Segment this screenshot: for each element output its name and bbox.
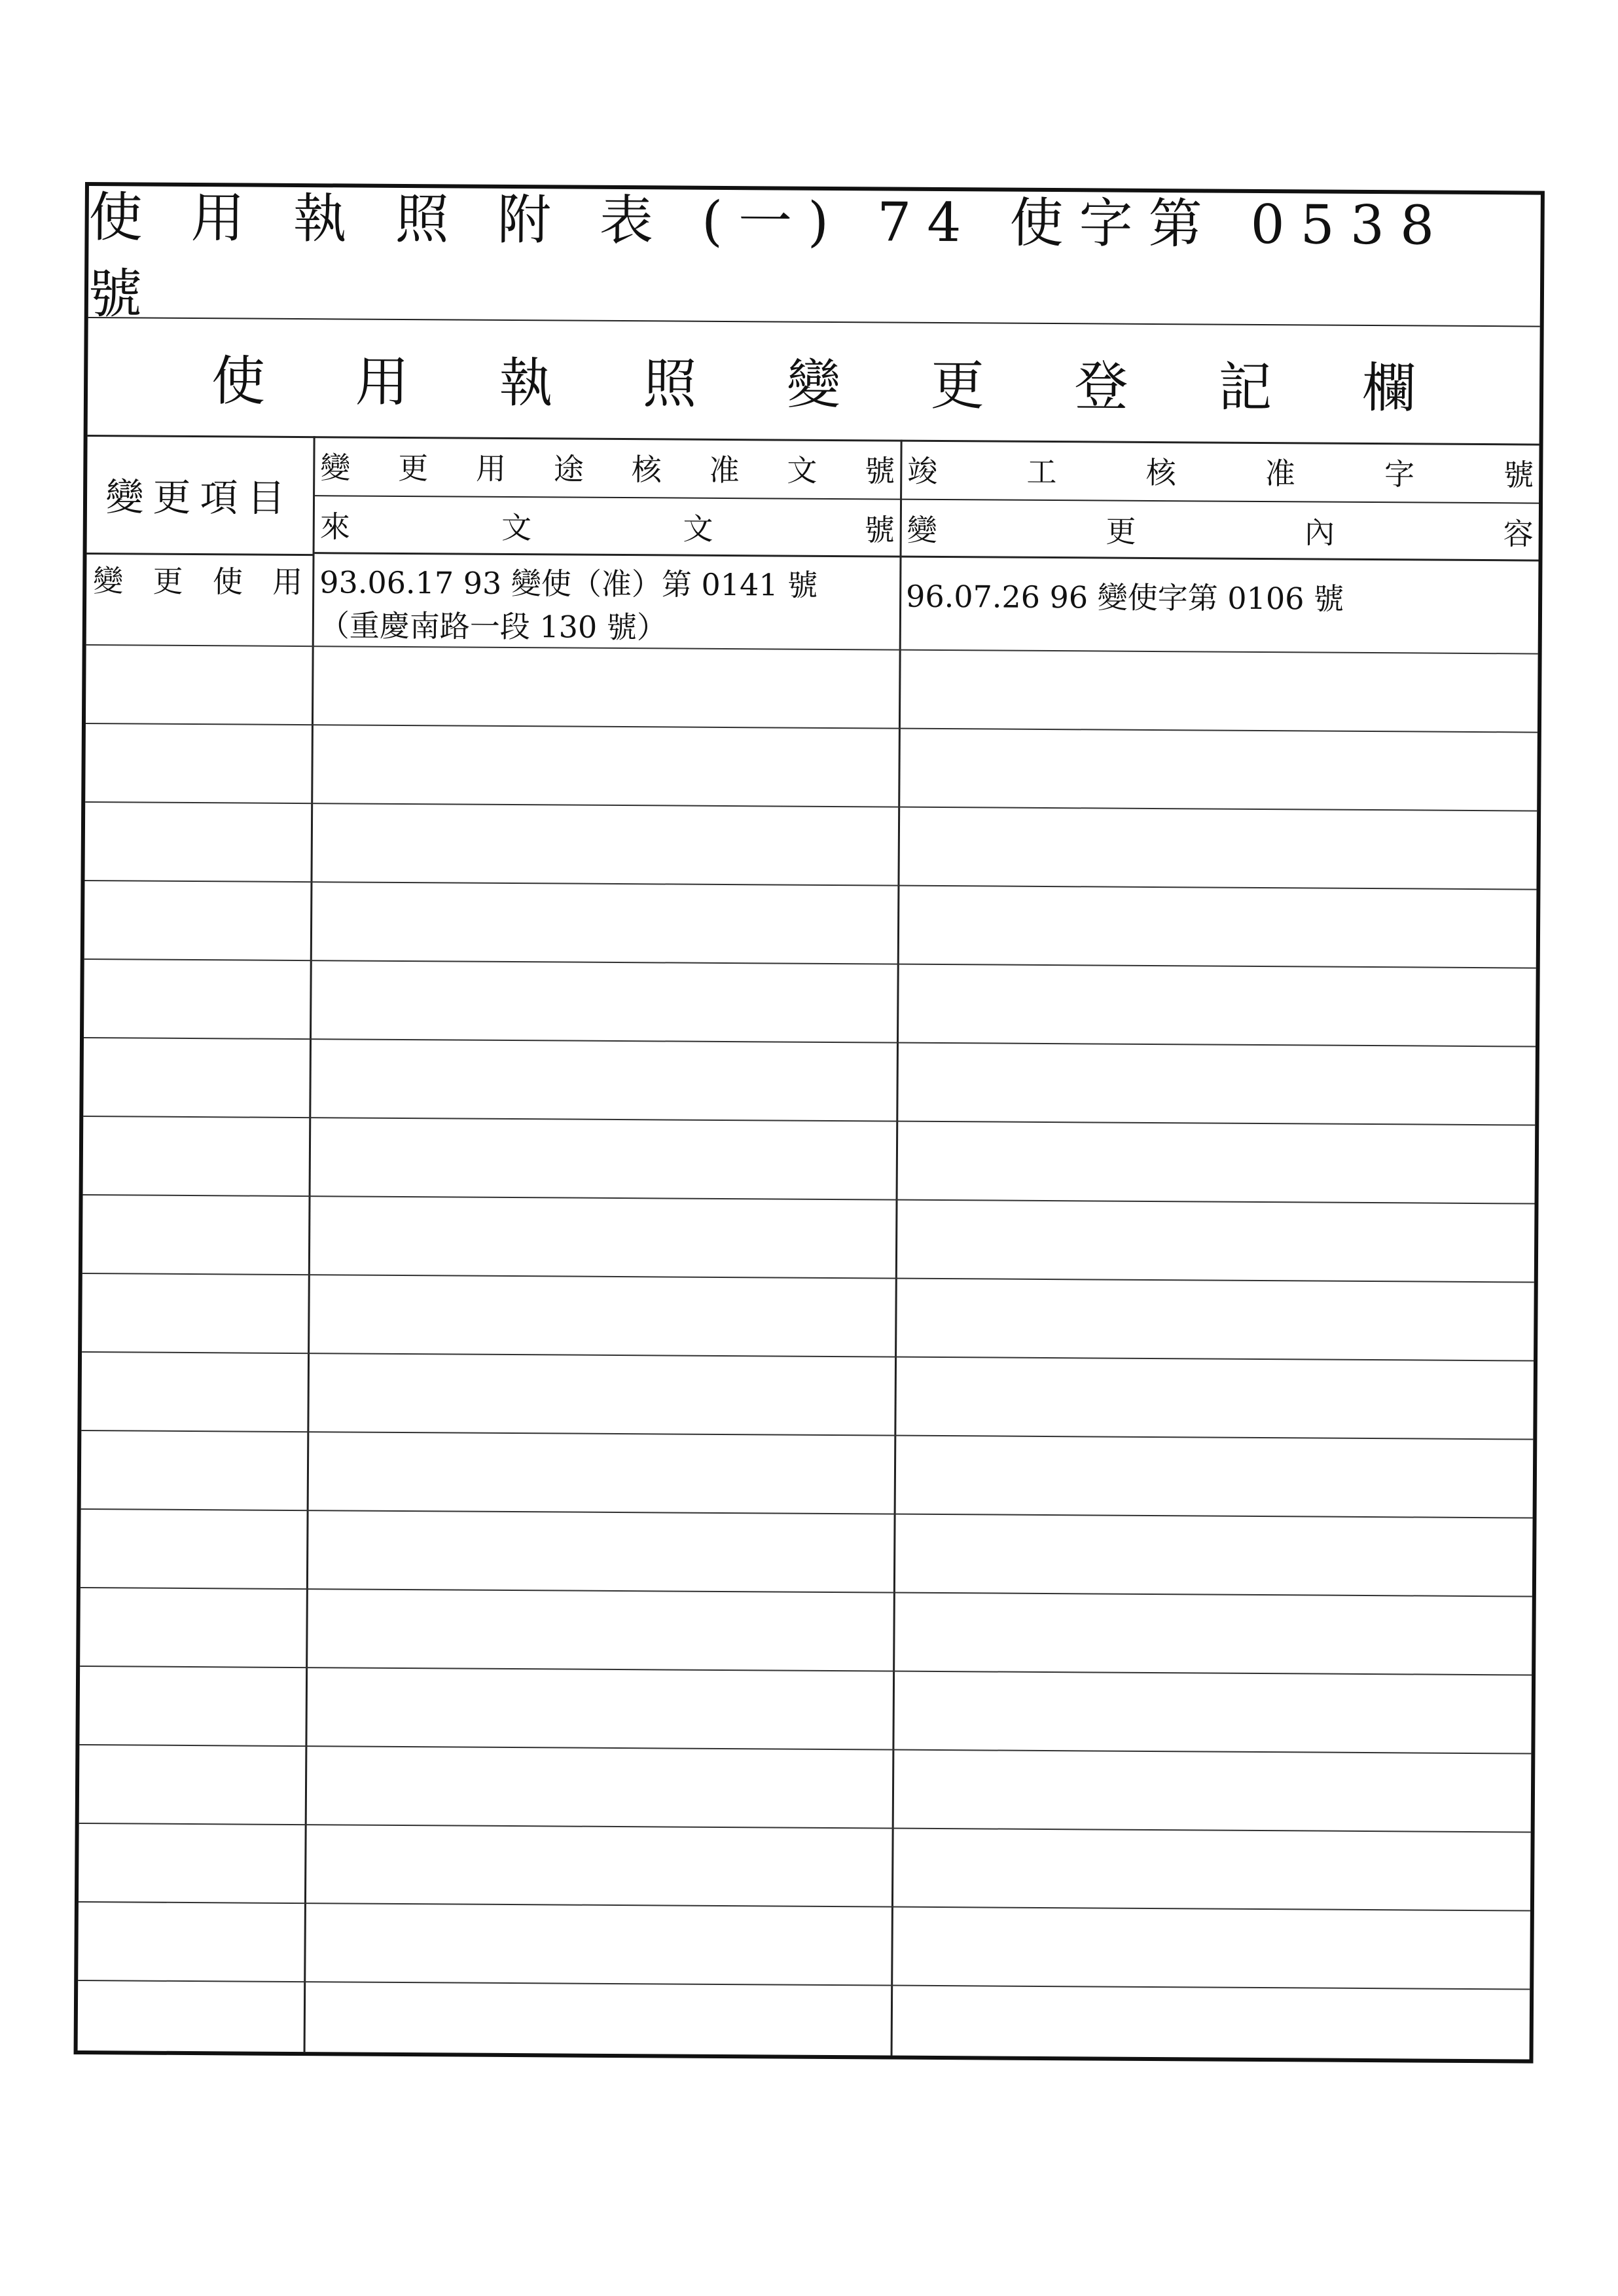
header-approval-doc-char: 更: [398, 450, 429, 486]
row-1-completion: 96.07.26 96 變使字第 0106 號: [905, 578, 1344, 617]
row-1-item-char: 更: [153, 563, 183, 599]
table-row-divider: [86, 644, 1538, 655]
table-row-divider: [83, 1116, 1535, 1126]
section-title-char: 登: [1074, 355, 1128, 418]
header-completion-no-char: 准: [1265, 456, 1296, 492]
header-incoming-doc-char: 來: [319, 508, 350, 544]
table-row-divider: [82, 1351, 1534, 1362]
table-row-divider: [78, 1980, 1530, 1990]
section-title-char: 欄: [1361, 357, 1416, 420]
section-title-char: 使: [211, 350, 266, 413]
column-divider-1: [304, 436, 315, 2052]
table-row-divider: [83, 1194, 1535, 1205]
table-row-divider: [81, 1587, 1532, 1597]
header-approval-doc: [315, 436, 901, 500]
page-title: 使 用 執 照 附 表 (一) 74 使字第 0538 號: [88, 186, 1541, 327]
table-row-divider: [81, 1508, 1533, 1519]
header-completion-no-char: 竣: [907, 453, 938, 489]
section-title-char: 更: [930, 354, 985, 417]
table-row-divider: [81, 1430, 1533, 1440]
table-row-divider: [86, 723, 1537, 733]
table-row-divider: [79, 1744, 1531, 1755]
header-completion-no: [902, 440, 1539, 504]
header-approval-doc-char: 文: [787, 452, 818, 488]
row-1-approval-line1: 93.06.17 93 變使（准）第 0141 號: [319, 564, 818, 603]
table-row-divider: [84, 1037, 1536, 1048]
column-divider-2: [891, 440, 903, 2056]
header-change-content-char: 容: [1503, 515, 1534, 552]
header-completion-no-char: 工: [1026, 454, 1057, 490]
header-change-item: 變更項目: [87, 435, 314, 556]
row-1-approval-line2: （重慶南路一段 130 號）: [319, 608, 668, 646]
header-approval-doc-char: 號: [865, 453, 895, 489]
header-change-content-char: 內: [1304, 514, 1335, 551]
header-incoming-doc-char: 文: [683, 511, 713, 547]
section-title-char: 用: [355, 351, 410, 414]
section-title-char: 記: [1218, 356, 1272, 419]
table-row-divider: [79, 1901, 1530, 1912]
table-row-divider: [84, 958, 1536, 969]
header-approval-doc-char: 途: [553, 451, 584, 487]
header-approval-doc-char: 用: [475, 450, 507, 486]
section-title-char: 變: [786, 354, 841, 416]
header-completion-no-char: 核: [1145, 454, 1176, 491]
header-approval-doc-char: 變: [320, 450, 351, 486]
table-row-divider: [79, 1823, 1531, 1833]
header-change-content-char: 更: [1106, 513, 1136, 549]
section-title-char: 照: [643, 352, 697, 416]
header-completion-no-char: 字: [1384, 456, 1415, 492]
table-row-divider: [82, 1273, 1534, 1283]
section-title: [88, 317, 1540, 446]
table-row-divider: [84, 880, 1536, 890]
header-incoming-doc: [315, 496, 901, 557]
header-approval-doc-char: 准: [709, 452, 740, 488]
table-row-divider: [80, 1666, 1532, 1676]
section-title-char: 執: [499, 352, 553, 414]
header-change-content: [902, 500, 1539, 562]
header-incoming-doc-char: 文: [501, 509, 532, 545]
row-1-item: [93, 560, 302, 602]
license-table: [74, 182, 1545, 2064]
header-approval-doc-char: 核: [631, 452, 662, 488]
header-completion-no-char: 號: [1503, 457, 1534, 493]
table-row-divider: [85, 801, 1537, 812]
header-change-content-char: 變: [907, 512, 937, 548]
row-1-item-char: 變: [93, 563, 124, 599]
row-1-item-char: 使: [212, 564, 243, 600]
row-1-item-char: 用: [272, 564, 303, 600]
header-incoming-doc-char: 號: [864, 511, 895, 548]
